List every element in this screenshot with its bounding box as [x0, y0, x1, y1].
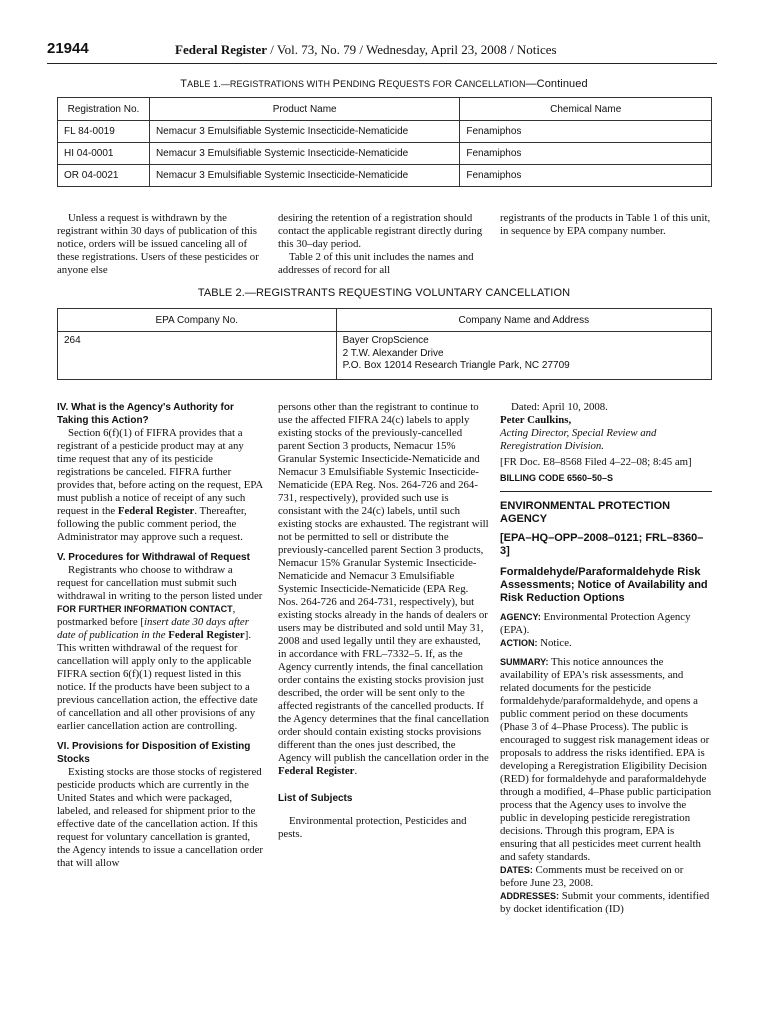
paragraph: Unless a request is withdrawn by the registrant within 30 days of publication of this notice, orders will be issued canceling all of these registrations. Users of these pesticides or anyone else	[57, 212, 259, 276]
address-line: P.O. Box 12014 Research Triangle Park, NC 27709	[342, 360, 570, 371]
running-title	[175, 42, 557, 58]
table1	[57, 97, 712, 187]
paragraph: Environmental protection, Pesticides and pests.	[278, 815, 467, 840]
table-row	[58, 165, 712, 187]
product-name: Nemacur 3 Emulsifiable Systemic Insecticide-Nematicide	[149, 165, 459, 187]
company-no: 264	[58, 332, 337, 380]
body-column-1	[57, 401, 265, 870]
company-address	[336, 332, 711, 380]
table2	[57, 308, 712, 380]
product-name: Nemacur 3 Emulsifiable Systemic Insecticide-Nematicide	[149, 143, 459, 165]
address-line: 2 T.W. Alexander Drive	[342, 347, 444, 359]
table-row	[58, 143, 712, 165]
page-number: 21944	[47, 40, 89, 57]
dates-paragraph: DATES: Comments must be received on or before June 23, 2008.	[500, 864, 684, 889]
publication-name: Federal Register	[175, 42, 268, 57]
column-header: Company Name and Address	[336, 309, 711, 332]
federal-register-ref: Federal Register	[117, 505, 195, 517]
notice-title: Formaldehyde/Paraformaldehyde Risk Assessments; Notice of Availability and Risk Reduction Options	[500, 566, 708, 604]
divider	[500, 491, 712, 492]
paragraph: desiring the retention of a registration should contact the applicable registrant directly during this 30–day period.	[278, 212, 483, 250]
signer-title: Acting Director, Special Review and Reregistration Division.	[500, 427, 657, 452]
intro-column-3	[500, 212, 712, 238]
list-of-subjects-heading: List of Subjects	[278, 793, 353, 804]
paragraph: Registrants who choose to withdraw a request for cancellation must submit such withdrawal in writing to the person listed under FOR FURTHER INFORMATION CONTACT, postmarked before [insert date 30 days after date of publication in the Federal Register]. This written withdrawal of the request for cancellation will apply only to the applicable FIFRA section 6(f)(1) request listed in this notice. If the products have been subject to a previous cancellation action, the effective date of cancellation and all other provisions of any earlier cancellation action are controlling.	[57, 564, 263, 732]
section-heading: VI. Provisions for Disposition of Existing Stocks	[57, 741, 251, 765]
paragraph: Section 6(f)(1) of FIFRA provides that a registrant of a pesticide product may at any time request that any of its pesticide registrations be canceled. FIFRA further provides that, before acting on the request, EPA must publish a notice of receipt of any such request in the Federal Register. Thereafter, following the public comment period, the Administrator may approve such a request.	[57, 427, 263, 543]
body-column-2	[278, 401, 490, 841]
column-header: EPA Company No.	[58, 309, 337, 332]
paragraph: Table 2 of this unit includes the names and addresses of record for all	[278, 251, 474, 276]
intro-column-1	[57, 212, 265, 277]
paragraph: registrants of the products in Table 1 of this unit, in sequence by EPA company number.	[500, 212, 711, 237]
paragraph: persons other than the registrant to continue to use the affected FIFRA 24(c) labels to apply existing stocks of the previously-cancelled parent Section 3 products, Nemacur 15% Granular Systemic Insecticide-Nematicide and Nemacur 3 Emulsifiable Systemic Insecticide-Nematicide (EPA Reg. Nos. 264-726 and 264-731, respectively), provided such use is consistant with the 24(c) labels, until such existing stocks are exhausted. The registrant will not be permitted to sell or distribute the previously-cancelled parent Section 3 products, Nemacur 15% Granular Systemic Insecticide-Nematicide and Nemacur 3 Emulsifiable Systemic Insecticide-Nematicide (EPA Reg. Nos. 264-726 and 264-731, respectively), but existing stocks already in the hands of dealers or users may be distributed and sold until May 31, 2008 and used legally until they are exhausted, in accordance with FRL–7332–5. If, as the Agency currently intends, the final cancellation order contains the existing stocks provision just described, the order will be sent only to the affected registrants of the cancelled products. If the Agency determines that the final cancellation order should contain existing stocks provisions different than the ones just described, the Agency will publish the cancellation order in the Federal Register.	[278, 401, 490, 777]
registration-no: OR 04-0021	[58, 165, 150, 187]
docket-number: [EPA–HQ–OPP–2008–0121; FRL–8360–3]	[500, 532, 704, 557]
section-heading: IV. What is the Agency's Authority for Taking this Action?	[57, 402, 234, 426]
table-row	[58, 332, 712, 380]
fr-doc-line: [FR Doc. E8–8568 Filed 4–22–08; 8:45 am]	[500, 456, 692, 468]
column-header: Registration No.	[58, 98, 150, 121]
further-info-ref: FOR FURTHER INFORMATION CONTACT	[57, 604, 233, 614]
chemical-name: Fenamiphos	[460, 165, 712, 187]
dated-line: Dated: April 10, 2008.	[511, 401, 608, 413]
agency-line: AGENCY: Environmental Protection Agency (EPA).	[500, 611, 691, 636]
signer-name: Peter Caulkins,	[500, 414, 572, 426]
table2-caption: TABLE 2.—REGISTRANTS REQUESTING VOLUNTARY CANCELLATION	[197, 287, 571, 299]
column-header: Chemical Name	[460, 98, 712, 121]
chemical-name: Fenamiphos	[460, 143, 712, 165]
table-header-row	[58, 98, 712, 121]
column-header: Product Name	[149, 98, 459, 121]
registration-no: FL 84-0019	[58, 121, 150, 143]
intro-column-2	[278, 212, 490, 277]
section-heading: V. Procedures for Withdrawal of Request	[57, 552, 250, 563]
addresses-paragraph: ADDRESSES: Submit your comments, identified by docket identification (ID)	[500, 890, 710, 915]
table1-caption: TABLE 1.—REGISTRATIONS WITH PENDING REQUESTS FOR CANCELLATION—Continued	[180, 78, 588, 90]
running-header	[47, 40, 717, 62]
header-rule	[47, 63, 717, 64]
body-column-3	[500, 401, 712, 916]
product-name: Nemacur 3 Emulsifiable Systemic Insecticide-Nematicide	[149, 121, 459, 143]
table-row	[58, 121, 712, 143]
paragraph: Existing stocks are those stocks of registered pesticide products which are currently in the United States and which were packaged, labeled, and released for shipment prior to the effective date of the cancellation action. If this request for voluntary cancellation is granted, the Agency intends to issue a cancellation order that will allow	[57, 766, 263, 869]
agency-heading: ENVIRONMENTAL PROTECTION AGENCY	[500, 500, 671, 525]
issue-info: / Vol. 73, No. 79 / Wednesday, April 23, 2008 / Notices	[267, 42, 557, 57]
table-header-row	[58, 309, 712, 332]
federal-register-ref: Federal Register	[278, 765, 355, 777]
registration-no: HI 04-0001	[58, 143, 150, 165]
billing-code: BILLING CODE 6560–50–S	[500, 473, 614, 483]
action-line: ACTION: Notice.	[500, 637, 572, 649]
summary-paragraph: SUMMARY: This notice announces the availability of EPA's risk assessments, and related documents for the pesticide formaldehyde/paraformaldehyde, and opens a public comment period on these documents (Phase 3 of 4–Phase Process). The public is encouraged to suggest risk management ideas or proposals to address the risks identified. EPA is developing a Reregistration Eligibility Decision (RED) for formaldehyde and paraformaldehyde through a modified, 4–Phase public participation process that the Agency uses to involve the public in developing pesticide reregistration decisions. Through this program, EPA is ensuring that all pesticides meet current health and safety standards.	[500, 656, 712, 863]
address-line: Bayer CropScience	[342, 335, 429, 346]
chemical-name: Fenamiphos	[460, 121, 712, 143]
